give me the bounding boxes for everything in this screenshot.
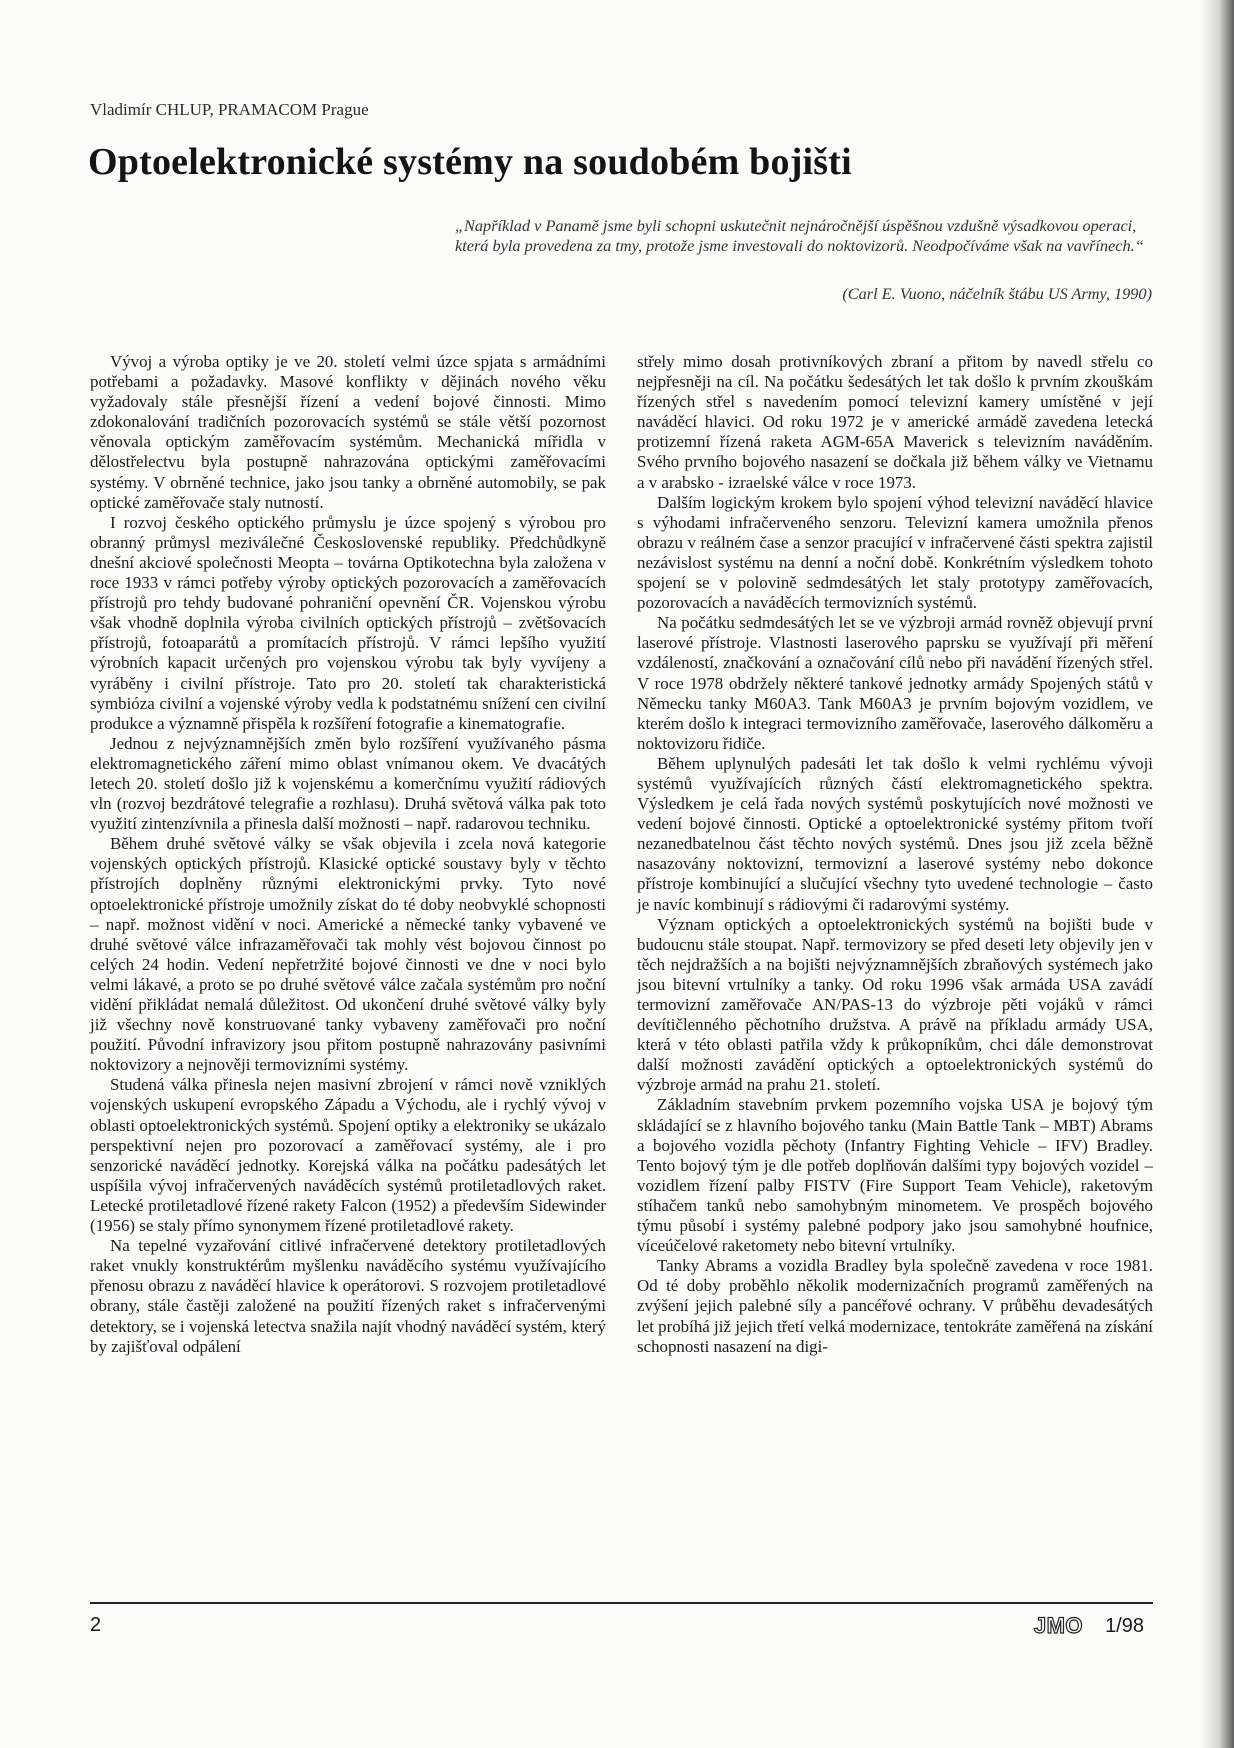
paragraph: Studená válka přinesla nejen masivní zbrojení v rámci nově vzniklých vojenských uskupení evropského Západu a Východu, ale i rychlý vývoj v oblasti optoelektronických systémů. Spojení optiky a elektroniky se ukázalo perspektivní nejen pro pozorovací a zaměřovací systémy, ale i pro senzorické naváděcí jednotky. Korejská válka na počátku padesátých let uspíšila vývoj infračervených naváděcích systémů protiletadlových raket. Letecké protiletadlové řízené rakety Falcon (1952) a především Sidewinder (1956) se staly přímo synonymem řízené protiletadlové rakety. bbox=[90, 1075, 606, 1236]
paragraph: Jednou z nejvýznamnějších změn bylo rozšíření využívaného pásma elektromagnetického záření mimo oblast vnímanou okem. Ve dvacátých letech 20. století došlo již k vojenskému a komerčnímu využití rádiových vln (rozvoj bezdrátové telegrafie a rozhlasu). Druhá světová válka pak toto využití zintenzívnila a přinesla další možnosti – např. radarovou techniku. bbox=[90, 733, 606, 834]
journal-info bbox=[1034, 1613, 1144, 1639]
epigraph-quote: „Například v Panamě jsme byli schopni uskutečnit nejnáročnější úspěšnou vzdušně výsadkovou operaci, která byla provedena za tmy, protože jsme investovali do noktovizorů. Neodpočíváme však na vavřínech.“ bbox=[455, 216, 1144, 255]
right-column bbox=[637, 352, 1153, 1572]
paragraph-continuation: střely mimo dosah protivníkových zbraní a přitom by navedl střelu co nejpřesněji na cíl. Na počátku šedesátých let tak došlo k prvním zkouškám řízených střel s navedením pomocí televizní kamery umístěné v její naváděcí hlavici. Od roku 1972 je v americké armádě zavedena letecká protizemní řízená raketa AGM-65A Maverick s televizním naváděním. Svého prvního bojového nasazení se dočkala již během války ve Vietnamu a v arabsko - izraelské válce v roce 1973. bbox=[637, 352, 1153, 492]
paragraph: Základním stavebním prvkem pozemního vojska USA je bojový tým skládající se z hlavního bojového tanku (Main Battle Tank – MBT) Abrams a bojového vozidla pěchoty (Infantry Fighting Vehicle – IFV) Bradley. Tento bojový tým je dle potřeb doplňován dalšími typy bojových vozidel – vozidlem řízení palby FISTV (Fire Support Team Vehicle), raketovým stíhačem tanků nebo samohybným minometem. Ve prospěch bojového týmu působí i systémy palebné podpory jako jsou samohybné houfnice, víceúčelové raketomety nebo bitevní vrtulníky. bbox=[637, 1095, 1153, 1256]
paragraph: Na tepelné vyzařování citlivé infračervené detektory protiletadlových raket vnukly konstruktérům myšlenku naváděcího systému využívajícího přenosu obrazu z naváděcí hlavice k operátorovi. S rozvojem protiletadlové obrany, stále častěji založené na použití řízených raket s infračervenými detektory, se i vojenská letectva snažila najít vhodný naváděcí systém, který by zajišťoval odpálení bbox=[90, 1236, 606, 1356]
paragraph: Dalším logickým krokem bylo spojení výhod televizní naváděcí hlavice s výhodami infračerveného senzoru. Televizní kamera umožnila přenos obrazu v reálném čase a senzor pracující v infračervené části spektra zajistil nezávislost systému na denní a noční době. Konkrétním výsledkem tohoto spojení se v polovině sedmdesátých let staly prototypy zaměřovacích, pozorovacích a naváděcích termovizních systémů. bbox=[637, 492, 1153, 613]
page-number: 2 bbox=[90, 1614, 102, 1636]
paragraph: Během uplynulých padesáti let tak došlo k velmi rychlému vývoji systémů využívajících různých částí elektromagnetického spektra. Výsledkem je celá řada nových systémů poskytujících nové možnosti ve vedení bojové činnosti. Optické a optoelektronické systémy přitom tvoří nezanedbatelnou část těchto nových systémů. Dnes jsou již zcela běžně nasazovány noktovizní, termovizní a laserové systémy nebo dokonce přístroje kombinující a slučující všechny tyto uvedené technologie – často je navíc kombinují s rádiovými či radarovými systémy. bbox=[637, 753, 1153, 914]
paragraph: I rozvoj českého optického průmyslu je úzce spojený s výrobou pro obranný průmysl meziválečné Československé republiky. Předchůdkyně dnešní akciové společnosti Meopta – továrna Optikotechna byla založena v roce 1933 v rámci potřeby výroby optických pozorovacích a zaměřovacích přístrojů pro tehdy budované pohraniční opevnění ČR. Vojenskou výrobu však vhodně doplnila výroba civilních optických přístrojů – zvětšovacích přístrojů, fotoaparátů a promítacích přístrojů. V rámci lepšího využití výrobních kapacit určených pro vojenskou výrobu tak byly vyvíjeny a vyráběny i civilní přístroje. Tato pro 20. století tak charakteristická symbióza civilní a vojenské výroby vedla k podstatnému snížení cen civilní produkce a významně přispěla k rozšíření fotografie a kinematografie. bbox=[90, 512, 606, 733]
paragraph: Tanky Abrams a vozidla Bradley byla společně zavedena v roce 1981. Od té doby proběhlo několik modernizačních programů zaměřených na zvýšení jejich palebné síly a pancéřové ochrany. V průběhu devadesátých let probíhá již jejich třetí velká modernizace, tentokráte zaměřená na získání schopnosti nasazení na digi- bbox=[637, 1256, 1153, 1356]
paragraph: Vývoj a výroba optiky je ve 20. století velmi úzce spjata s armádními potřebami a požadavky. Masové konflikty v dějinách nového věku vyžadovaly stále přesnější řízení a vedení bojové činnosti. Mimo zdokonalování tradičních pozorovacích systémů se stále větší pozornost věnovala optickým zaměřovacím systémům. Mechanická mířidla v dělostřelectvu byla postupně nahrazována optickými zaměřovacími systémy. V obrněné technice, jako jsou tanky a obrněné automobily, se pak optické zaměřovače staly nutností. bbox=[90, 352, 606, 512]
article-title: Optoelektronické systémy na soudobém bojišti bbox=[88, 141, 852, 183]
paragraph: Na počátku sedmdesátých let se ve výzbroji armád rovněž objevují první laserové přístroje. Vlastnosti laserového paprsku se využívají při měření vzdáleností, značkování a označování cílů nebo při navádění řízených střel. V roce 1978 obdržely některé tankové jednotky armády Spojených států v Německu tanky M60A3. Tank M60A3 je prvním bojovým vozidlem, ve kterém došlo k integraci termovizního zaměřovače, laserového dálkoměru a noktovizoru řidiče. bbox=[637, 613, 1153, 753]
journal-logo: JMO bbox=[1033, 1613, 1084, 1638]
article-body bbox=[90, 352, 1153, 1572]
issue-number: 1/98 bbox=[1105, 1614, 1144, 1637]
author-line: Vladimír CHLUP, PRAMACOM Prague bbox=[90, 100, 369, 119]
page-spine-shadow bbox=[1200, 0, 1234, 1748]
paragraph: Význam optických a optoelektronických systémů na bojišti bude v budoucnu stále stoupat. Např. termovizory se před deseti lety objevily jen v těch nejdražších a na bojišti nejvýznamnějších zbraňových systémech jako jsou bitevní vrtulníky a tanky. Od roku 1996 však armáda USA zavádí termovizní zaměřovače AN/PAS-13 do výzbroje pěti vojáků v rámci devítičlenného pěchotního družstva. A právě na příkladu armády USA, která v této oblasti patřila vždy k průkopníkům, chci dále demonstrovat další možnosti zavádění optických a optoelektronických systémů do výzbroje armád na prahu 21. století. bbox=[637, 914, 1153, 1095]
paragraph: Během druhé světové války se však objevila i zcela nová kategorie vojenských optických přístrojů. Klasické optické soustavy byly v těchto přístrojích doplněny různými elektronickými prvky. Tyto nové optoelektronické přístroje umožnily získat do té doby neobvyklé schopnosti – např. možnost vidění v noci. Americké a německé tanky vybavené ve druhé světové válce infrazaměřovači tak mohly vést bojovou činnost po celých 24 hodin. Vedení nepřetržité bojové činnosti ve dne v noci bylo velmi lákavé, a proto se po druhé světové válce začala systémům pro noční vidění přikládat nemalá důležitost. Od ukončení druhé světové války byly již všechny nově konstruované tanky vybaveny zaměřovači pro noční použití. Původní infravizory jsou přitom postupně nahrazovány pasivními noktovizory a nejnověji termovizními systémy. bbox=[90, 834, 606, 1075]
left-column bbox=[90, 352, 606, 1572]
footer-divider bbox=[90, 1602, 1153, 1604]
epigraph-attribution: (Carl E. Vuono, náčelník štábu US Army, 1990) bbox=[842, 284, 1152, 303]
